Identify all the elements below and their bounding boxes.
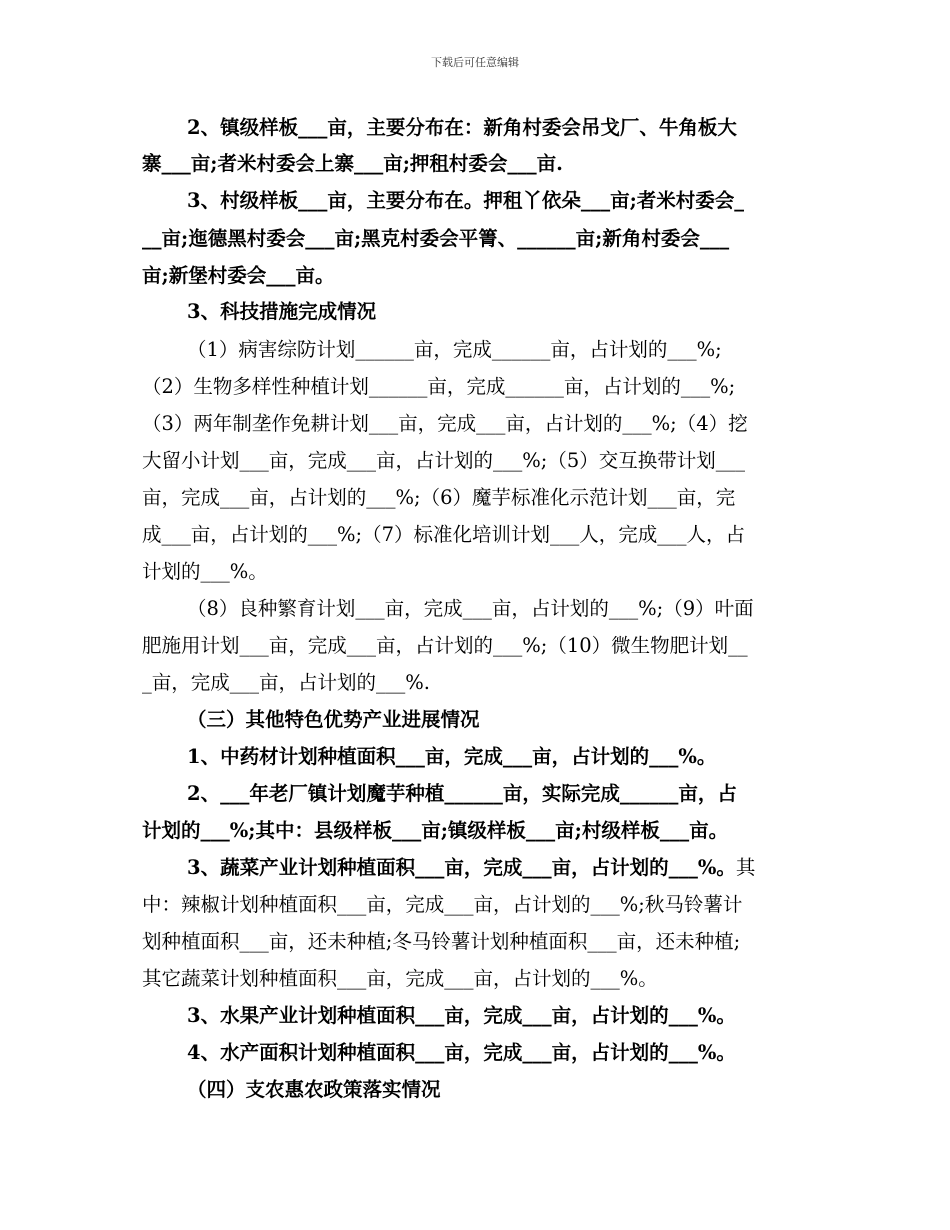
- text-line: [187, 855, 755, 881]
- text-line: 划种植面积___亩，还未种植;冬马铃薯计划种植面积___亩，还未种植;: [142, 930, 741, 953]
- text-line: 大留小计划___亩，完成___亩，占计划的___%;（5）交互换带计划___: [142, 449, 746, 472]
- text-line: 4、水产面积计划种植面积___亩，完成___亩，占计划的___%。: [187, 1041, 736, 1064]
- text-line: 计划的___%;其中：县级样板___亩;镇级样板___亩;村级样板___亩。: [142, 819, 729, 842]
- text-line: 成___亩，占计划的___%;（7）标准化培训计划___人，完成___人，占: [142, 523, 746, 546]
- section-heading: （三）其他特色优势产业进展情况: [187, 708, 480, 731]
- text-line: 2、镇级样板___亩，主要分布在：新角村委会吊戈厂、牛角板大: [187, 116, 737, 139]
- text-line: 亩;新堡村委会___亩。: [142, 264, 335, 287]
- text-regular-part: 其: [735, 856, 756, 879]
- text-line: （3）两年制垄作免耕计划___亩，完成___亩，占计划的___%;（4）挖: [142, 412, 748, 435]
- text-line: 3、水果产业计划种植面积___亩，完成___亩，占计划的___%。: [187, 1004, 736, 1027]
- text-line: 肥施用计划___亩，完成___亩，占计划的___%;（10）微生物肥计划__: [142, 634, 748, 657]
- text-line: 1、中药材计划种植面积___亩，完成___亩，占计划的___%。: [187, 745, 717, 768]
- section-heading: 3、科技措施完成情况: [187, 300, 377, 323]
- text-line: __亩;迤德黑村委会___亩;黑克村委会平箐、______亩;新角村委会___: [142, 227, 730, 250]
- text-line: 计划的___%。: [142, 560, 268, 583]
- text-line: 2、___年老厂镇计划魔芋种植______亩，实际完成______亩，占: [187, 782, 737, 805]
- text-bold-part: 3、蔬菜产业计划种植面积___亩，完成___亩，占计划的___%。: [187, 856, 736, 879]
- text-line: 其它蔬菜计划种植面积___亩，完成___亩，占计划的___%。: [142, 967, 658, 990]
- text-line: （8）良种繁育计划___亩，完成___亩，占计划的___%;（9）叶面: [187, 597, 754, 620]
- text-line: （2）生物多样性种植计划______亩，完成______亩，占计划的___%;: [142, 375, 736, 398]
- text-line: （1）病害综防计划______亩，完成______亩，占计划的___%;: [187, 338, 722, 361]
- text-line: 中：辣椒计划种植面积___亩，完成___亩，占计划的___%;秋马铃薯计: [142, 893, 743, 916]
- text-line: _亩，完成___亩，占计划的___%.: [142, 671, 430, 694]
- text-line: 3、村级样板___亩，主要分布在。押租丫依朵___亩;者米村委会_: [187, 189, 745, 212]
- page-header: 下载后可任意编辑: [431, 56, 519, 69]
- section-heading: （四）支农惠农政策落实情况: [187, 1078, 441, 1101]
- text-line: 亩，完成___亩，占计划的___%;（6）魔芋标准化示范计划___亩，完: [142, 486, 736, 509]
- text-line: 寨___亩;者米村委会上寨___亩;押租村委会___亩.: [142, 152, 563, 175]
